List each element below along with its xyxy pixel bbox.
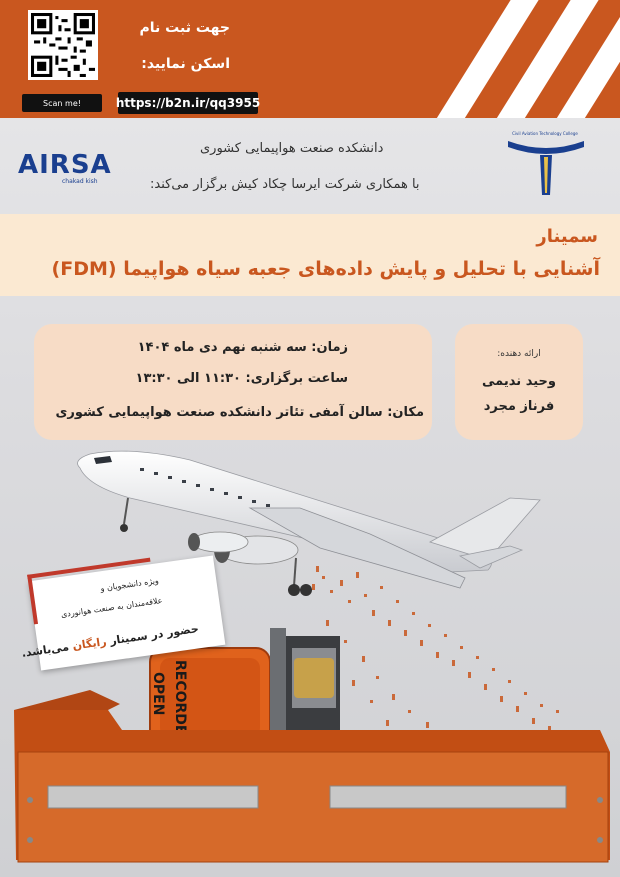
promo-audience-2: علاقه‌مندان به صنعت هوانوردی	[60, 596, 163, 620]
avionics-rack-illustration	[0, 660, 620, 877]
airsa-logo-sub: chakad kish	[62, 178, 98, 185]
college-logo-icon	[506, 133, 586, 197]
event-location: مکان: سالن آمفی تئاتر دانشکده صنعت هواپیمایی کشوری	[55, 405, 424, 420]
speaker-name: فرناز مجرد	[483, 399, 555, 414]
event-hours: ساعت برگزاری: ۱۱:۳۰ الی ۱۳:۳۰	[135, 371, 348, 386]
promo-free-highlight: رایگان	[71, 635, 108, 653]
scan-me-label: Scan me!	[22, 94, 102, 112]
collaboration-line: با همکاری شرکت ایرسا چکاد کیش برگزار می‌کند:	[150, 177, 420, 192]
promo-free-pre: حضور در سمینار	[105, 622, 200, 648]
airsa-logo: AIRSA	[18, 150, 112, 180]
recorder-label: RECORDER	[172, 660, 188, 746]
event-date: زمان: سه شنبه نهم دی ماه ۱۴۰۴	[137, 340, 348, 355]
registration-heading: جهت ثبت نام	[139, 20, 230, 36]
title-band	[0, 214, 620, 296]
speakers-heading: ارائه دهنده:	[497, 349, 541, 359]
registration-instruction: اسکن نمایید:	[141, 56, 230, 72]
college-logo-caption: Civil Aviation Technology College	[512, 131, 578, 136]
recorder-label-open: OPEN	[150, 672, 166, 716]
promo-audience: ویژه دانشجویان و	[99, 576, 160, 594]
registration-link[interactable]: https://b2n.ir/qq3955	[118, 92, 258, 114]
seminar-label: سمینار	[536, 226, 598, 247]
college-name: دانشکده صنعت هواپیمایی کشوری	[200, 141, 384, 156]
qr-code[interactable]	[28, 10, 98, 80]
qr-code-icon	[31, 13, 95, 77]
seminar-title: آشنایی با تحلیل و پایش داده‌های جعبه سیاه هواپیما (FDM)	[51, 258, 600, 280]
speaker-name: وحید ندیمی	[482, 374, 556, 389]
promo-free-post: می‌باشد.	[20, 639, 74, 660]
